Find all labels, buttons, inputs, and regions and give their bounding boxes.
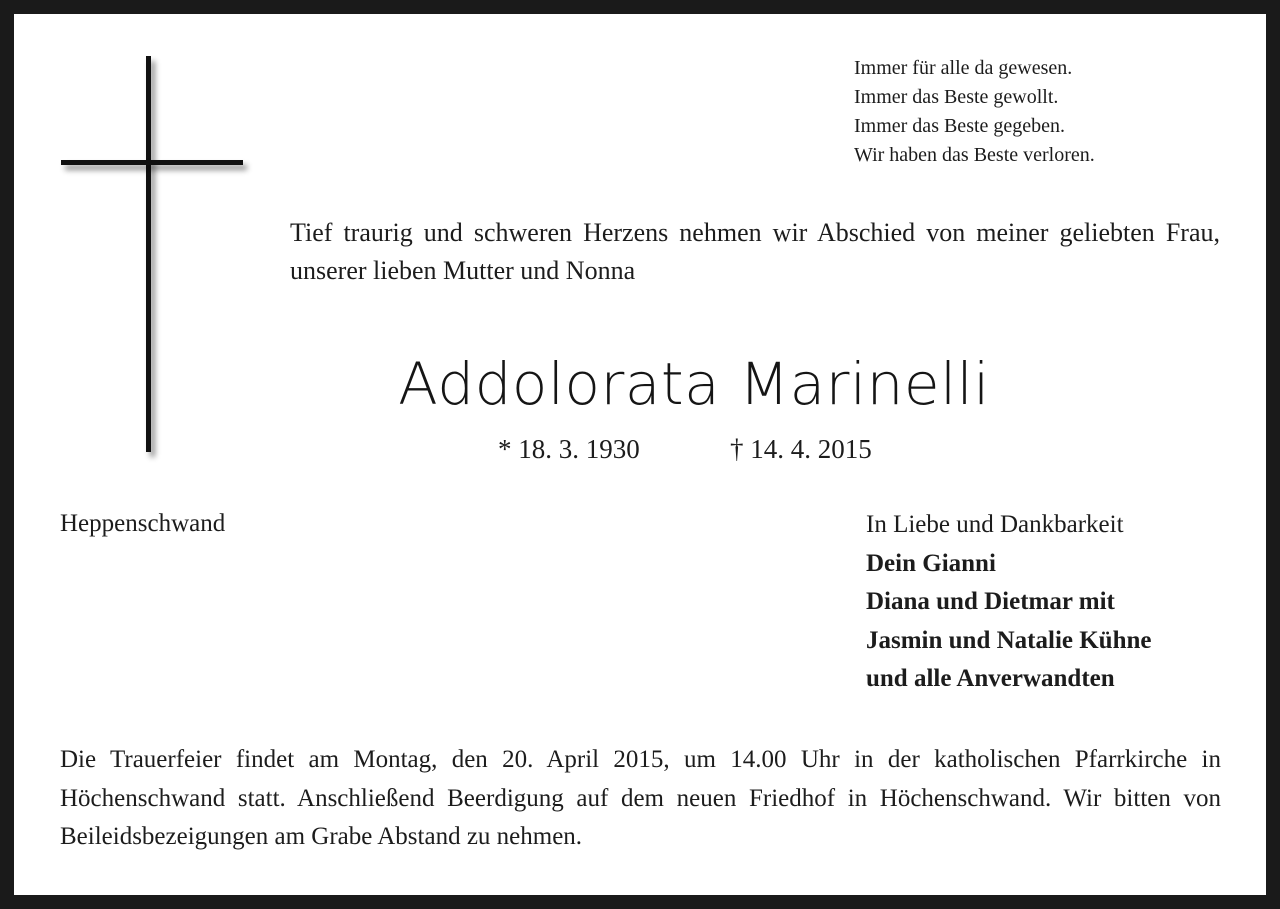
place-name: Heppenschwand [60, 510, 226, 537]
signer-line: und alle Anverwandten [866, 665, 1115, 692]
intro-text: Tief traurig und schweren Herzens nehmen wir Abschied von meiner geliebten Frau, unserer lieben Mutter und Nonna [290, 218, 1220, 285]
obituary-notice [14, 14, 1266, 895]
birth-date: * 18. 3. 1930 [498, 434, 640, 464]
signers-lead: In Liebe und Dankbarkeit [866, 511, 1124, 538]
poem-line: Wir haben das Beste verloren. [854, 144, 1095, 166]
cross-vertical-bar [146, 56, 151, 452]
funeral-notice: Die Trauerfeier findet am Montag, den 20. April 2015, um 14.00 Uhr in der katholischen Pfarrkirche in Höchenschwand statt. Anschließend Beerdigung auf dem neuen Friedhof in Höchenschwand. Wir bitten von Beileidsbezeigungen am Grabe Abstand zu nehmen. [60, 746, 1221, 850]
poem-line: Immer für alle da gewesen. [854, 57, 1073, 79]
signer-line: Dein Gianni [866, 549, 996, 577]
poem-line: Immer das Beste gewollt. [854, 86, 1059, 108]
signers-block [866, 506, 1246, 699]
poem-line: Immer das Beste gegeben. [854, 115, 1066, 137]
memorial-poem [854, 54, 1234, 170]
signer-line: Diana und Dietmar mit [866, 588, 1115, 615]
latin-cross-icon [58, 56, 258, 476]
cross-horizontal-bar [61, 160, 243, 165]
death-date: † 14. 4. 2015 [730, 434, 872, 464]
signers-names [866, 545, 1246, 699]
deceased-name: Addolorata Marinelli [398, 350, 990, 418]
signer-line: Jasmin und Natalie Kühne [866, 626, 1152, 654]
